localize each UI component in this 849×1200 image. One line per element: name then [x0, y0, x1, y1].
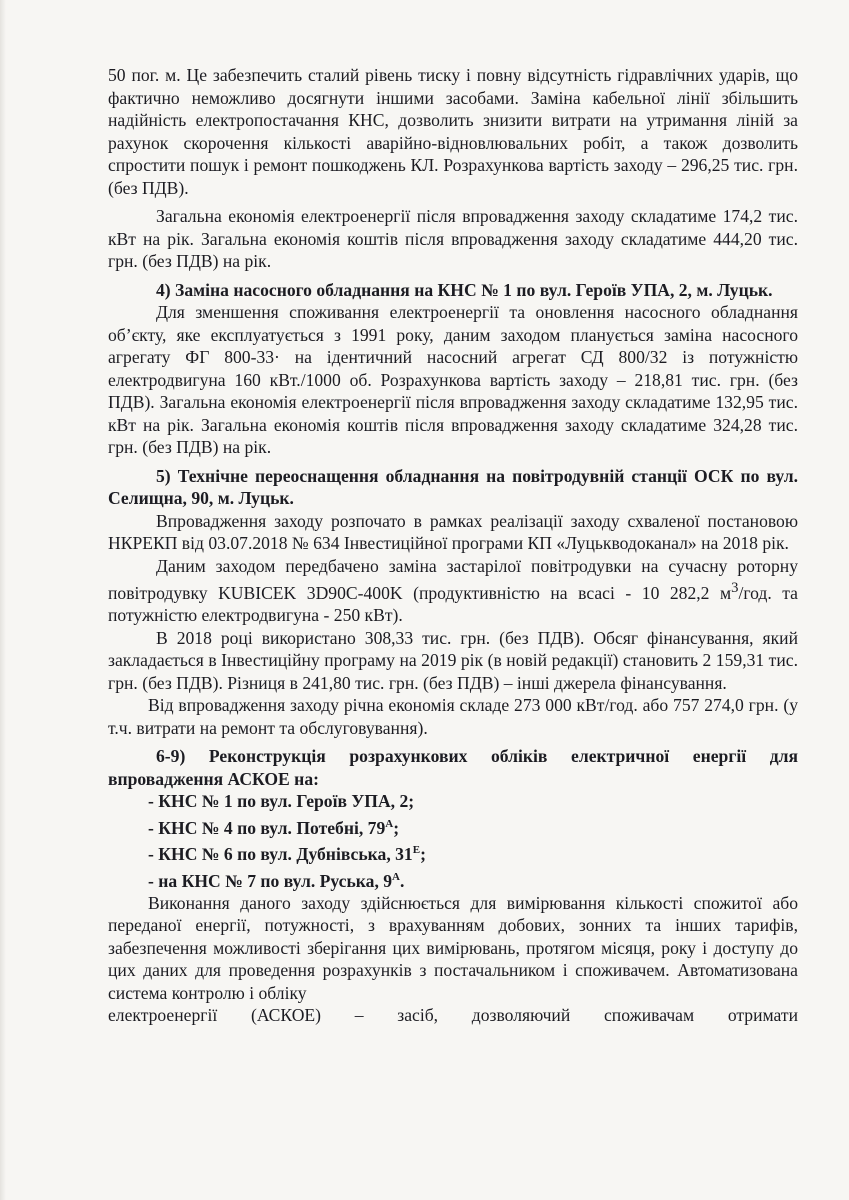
- page-edge-shadow: [0, 0, 6, 1200]
- paragraph-blower-replacement: [108, 555, 798, 627]
- list-item: - КНС № 1 по вул. Героїв УПА, 2;: [148, 791, 415, 812]
- document-body: [108, 64, 798, 1027]
- list-item: - КНС № 6 по вул. Дубнівська, $31^Е$;: [148, 844, 426, 865]
- blower-text-b: /год. та потужністю електродвигуна - 250 кВт).: [108, 582, 798, 626]
- list-item: - на КНС № 7 по вул. Руська, $9^А$.: [148, 870, 405, 891]
- paragraph-pump-replacement: Для зменшення споживання електроенергії та оновлення насосного обладнання об’єкту, яке експлуатується з 1991 року, даним заходом планується заміна насосного агрегату ФГ 800-33· на ідентичний насосний агрегат СД 800/32 із потужністю електродвигуна 160 кВт./1000 об. Розрахункова вартість заходу – 218,81 тис. грн. (без ПДВ). Загальна економія електроенергії після впровадження заходу складатиме 132,95 тис. кВт на рік. Загальна економія коштів після впровадження заходу складатиме 324,28 тис. грн. (без ПДВ) на рік.: [108, 302, 798, 457]
- paragraph-implementation-start: Впровадження заходу розпочато в рамках реалізації заходу схваленої постановою НКРЕКП від 03.07.2018 № 634 Інвестиційної програми КП «Луцькводоканал» на 2018 рік.: [108, 510, 798, 553]
- heading-measure-4: 4) Заміна насосного обладнання на КНС № 1 по вул. Героїв УПА, 2, м. Луцьк.: [156, 279, 773, 300]
- blower-text-a: Даним заходом передбачено заміна застарілої повітродувки на сучасну роторну повітродувку KUBICEK 3D90C-400K (продуктивністю на всасі - 10 282,2 м: [108, 555, 798, 603]
- pump-station-list: [108, 790, 798, 892]
- paragraph-financing: В 2018 році використано 308,33 тис. грн. (без ПДВ). Обсяг фінансування, який закладається в Інвестиційну програму на 2019 рік (в новій редакції) становить 2 159,31 тис. грн. (без ПДВ). Різниця в 241,80 тис. грн. (без ПДВ) – інші джерела фінансування.: [108, 627, 798, 693]
- paragraph-total-savings: Загальна економія електроенергії після впровадження заходу складатиме 174,2 тис. кВт на рік. Загальна економія коштів після впровадження заходу складатиме 444,20 тис. грн. (без ПДВ) на рік.: [108, 206, 798, 271]
- heading-measure-5: 5) Технічне переоснащення обладнання на повітродувній станції ОСК по вул. Селищна, 90, м. Луцьк.: [108, 465, 798, 508]
- paragraph-askoe-purpose: Виконання даного заходу здійснюється для вимірювання кількості спожитої або переданої енергії, потужності, з врахуванням добових, зонних та інших тарифів, забезпечення можливості зберігання цих вимірювань, протягом місяця, року і доступу до цих даних для проведення розрахунків з постачальником і споживачем. Автоматизована система контролю і обліку: [108, 892, 798, 1003]
- list-item: - КНС № 4 по вул. Потебні, $79^А$;: [148, 817, 400, 838]
- blower-superscript: 3: [731, 580, 739, 596]
- paragraph-askoe-continued: електроенергії (АСКОЕ) – засіб, дозволяючий споживачам отримати: [108, 1005, 798, 1026]
- heading-measure-6-9: 6-9) Реконструкція розрахункових обліків електричної енергії для впровадження АСКОЕ на:: [108, 746, 798, 789]
- paragraph-cable-line: 50 пог. м. Це забезпечить сталий рівень тиску і повну відсутність гідравлічних ударів, що фактично неможливо досягнути іншими засобами. Заміна кабельної лінії збільшить надійність електропостачання КНС, дозволить знизити витрати на утримання ліній за рахунок скорочення кількості аварійно-відновлювальних робіт, а також дозволить спростити пошук і ремонт пошкоджень КЛ. Розрахункова вартість заходу – 296,25 тис. грн. (без ПДВ).: [108, 65, 798, 198]
- paragraph-annual-savings: Від впровадження заходу річна економія складе 273 000 кВт/год. або 757 274,0 грн. (у т.ч. витрати на ремонт та обслуговування).: [108, 695, 798, 738]
